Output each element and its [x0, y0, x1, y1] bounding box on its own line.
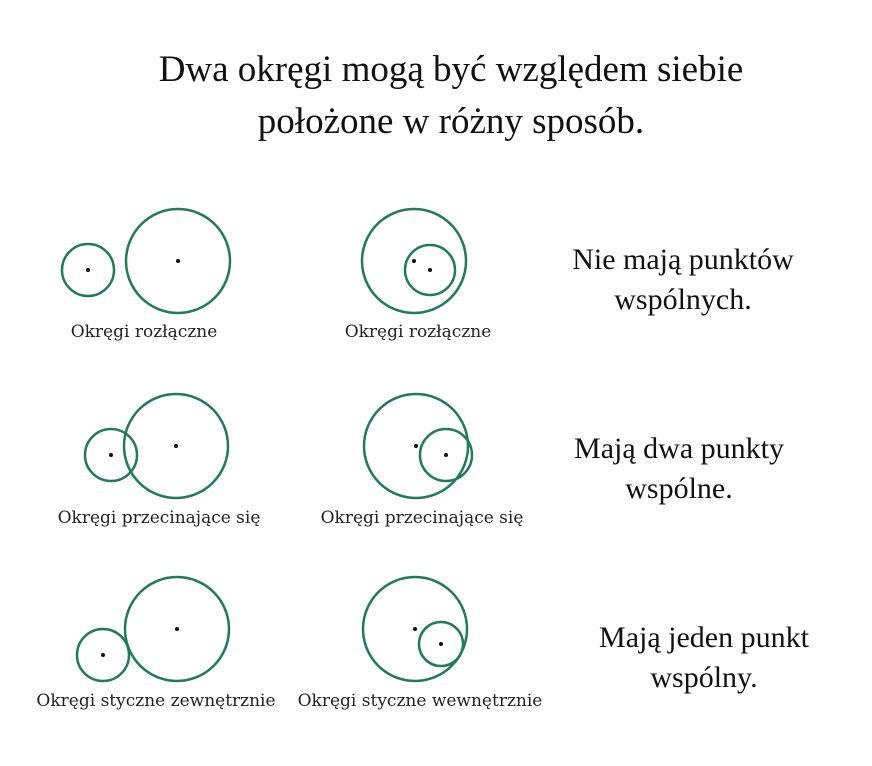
- description-row1-line2: wspólnych.: [614, 283, 752, 316]
- small-circle-center: [101, 653, 105, 657]
- caption-row1-right: Okręgi rozłączne: [344, 322, 492, 342]
- large-circle-center: [414, 444, 418, 448]
- title-line-1: Dwa okręgi mogą być względem siebie: [158, 49, 744, 90]
- small-circle-center: [428, 268, 432, 272]
- small-circle-center: [444, 453, 448, 457]
- figure-row3-left: [77, 577, 229, 681]
- description-row2-line1: Mają dwa punkty: [574, 432, 784, 465]
- small-circle-center: [439, 642, 443, 646]
- description-row3-line1: Mają jeden punkt: [599, 621, 809, 654]
- large-circle-center: [412, 259, 416, 263]
- figure-row2-left: [85, 394, 228, 498]
- figure-row1-left: [62, 209, 230, 313]
- description-row2-line2: wspólne.: [625, 472, 733, 505]
- figure-row2-right: [364, 394, 472, 498]
- description-row1-line1: Nie mają punktów: [572, 243, 794, 276]
- caption-row2-right: Okręgi przecinające się: [320, 508, 524, 528]
- caption-row3-right: Okręgi styczne wewnętrznie: [297, 691, 543, 711]
- small-circle-center: [86, 268, 90, 272]
- small-circle-center: [109, 453, 113, 457]
- caption-row3-left: Okręgi styczne zewnętrznie: [36, 691, 276, 711]
- title-line-2: położone w różny sposób.: [257, 101, 645, 142]
- description-row3: [554, 618, 854, 698]
- description-row1: [533, 240, 833, 320]
- large-circle-center: [175, 627, 179, 631]
- large-circle-center: [413, 627, 417, 631]
- large-circle-center: [176, 259, 180, 263]
- caption-row2-left: Okręgi przecinające się: [57, 508, 261, 528]
- figure-row1-right: [362, 209, 466, 313]
- large-circle-center: [174, 444, 178, 448]
- description-row3-line2: wspólny.: [650, 661, 758, 694]
- figure-row3-right: [363, 577, 467, 681]
- caption-row1-left: Okręgi rozłączne: [70, 322, 218, 342]
- description-row2: [529, 429, 829, 509]
